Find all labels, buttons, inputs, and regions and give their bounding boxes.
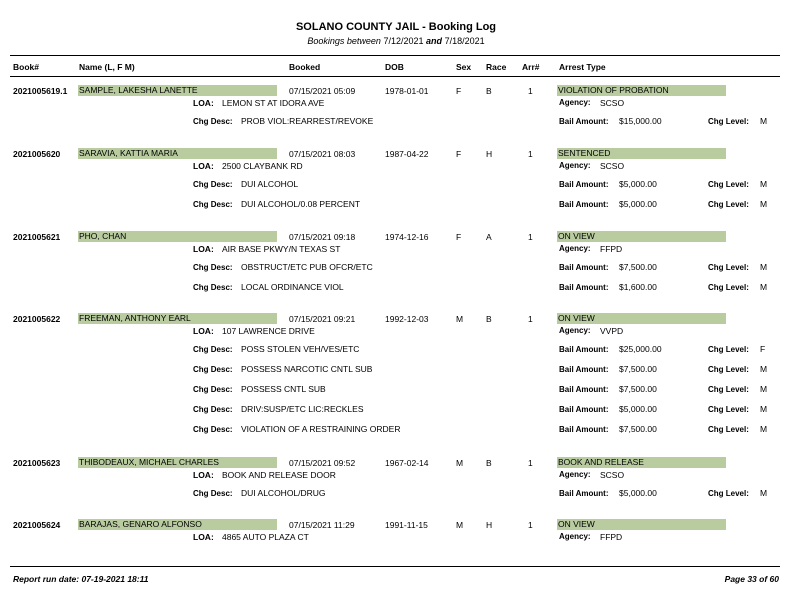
bail-amount-value: $5,000.00 xyxy=(619,199,657,209)
col-arrest-type: Arrest Type xyxy=(559,62,606,72)
chg-desc-label: Chg Desc: xyxy=(193,405,233,414)
chg-level-label: Chg Level: xyxy=(708,405,749,414)
agency-label: Agency: xyxy=(559,161,591,170)
col-book: Book# xyxy=(13,62,39,72)
loa-label: LOA: xyxy=(193,161,214,171)
chg-desc-label: Chg Desc: xyxy=(193,117,233,126)
chg-level-value: M xyxy=(760,404,768,414)
inmate-name: BARAJAS, GENARO ALFONSO xyxy=(78,519,277,530)
col-booked: Booked xyxy=(289,62,321,72)
inmate-name: SAMPLE, LAKESHA LANETTE xyxy=(78,85,277,96)
bail-amount-value: $15,000.00 xyxy=(619,116,662,126)
report-run-date: Report run date: 07-19-2021 18:11 xyxy=(13,574,149,584)
loa-label: LOA: xyxy=(193,98,214,108)
bail-amount-label: Bail Amount: xyxy=(559,385,609,394)
chg-desc-value: POSSESS NARCOTIC CNTL SUB xyxy=(241,364,373,374)
chg-desc-value: OBSTRUCT/ETC PUB OFCR/ETC xyxy=(241,262,373,272)
chg-level-value: M xyxy=(760,262,768,272)
sex-value: M xyxy=(456,314,464,324)
dob-value: 1992-12-03 xyxy=(385,314,429,324)
arrest-type: ON VIEW xyxy=(557,313,726,324)
race-value: A xyxy=(486,232,492,242)
chg-desc-value: DUI ALCOHOL/0.08 PERCENT xyxy=(241,199,361,209)
bail-amount-value: $7,500.00 xyxy=(619,384,657,394)
bail-amount-label: Bail Amount: xyxy=(559,180,609,189)
bail-amount-value: $5,000.00 xyxy=(619,488,657,498)
bail-amount-value: $7,500.00 xyxy=(619,262,657,272)
chg-level-value: M xyxy=(760,384,768,394)
footer-rule xyxy=(10,566,780,567)
loa-label: LOA: xyxy=(193,470,214,480)
chg-desc-label: Chg Desc: xyxy=(193,489,233,498)
chg-level-value: M xyxy=(760,116,768,126)
chg-desc-label: Chg Desc: xyxy=(193,345,233,354)
race-value: H xyxy=(486,520,493,530)
bail-amount-label: Bail Amount: xyxy=(559,365,609,374)
book-number: 2021005624 xyxy=(13,520,61,530)
agency-label: Agency: xyxy=(559,470,591,479)
book-number: 2021005620 xyxy=(13,149,61,159)
dob-value: 1978-01-01 xyxy=(385,86,429,96)
bail-amount-value: $7,500.00 xyxy=(619,364,657,374)
chg-desc-label: Chg Desc: xyxy=(193,263,233,272)
bail-amount-label: Bail Amount: xyxy=(559,200,609,209)
booked-datetime: 07/15/2021 05:09 xyxy=(289,86,356,96)
chg-level-label: Chg Level: xyxy=(708,489,749,498)
bail-amount-label: Bail Amount: xyxy=(559,283,609,292)
arrest-number: 1 xyxy=(528,458,533,468)
booked-datetime: 07/15/2021 09:18 xyxy=(289,232,356,242)
agency-label: Agency: xyxy=(559,532,591,541)
report-subtitle xyxy=(0,36,792,46)
race-value: B xyxy=(486,86,492,96)
book-number: 2021005621 xyxy=(13,232,61,242)
arrest-type: ON VIEW xyxy=(557,231,726,242)
race-value: B xyxy=(486,314,492,324)
arrest-number: 1 xyxy=(528,149,533,159)
inmate-name: THIBODEAUX, MICHAEL CHARLES xyxy=(78,457,277,468)
chg-desc-value: DUI ALCOHOL xyxy=(241,179,299,189)
agency-value: FFPD xyxy=(600,532,623,542)
arrest-type: ON VIEW xyxy=(557,519,726,530)
chg-level-label: Chg Level: xyxy=(708,263,749,272)
bail-amount-value: $5,000.00 xyxy=(619,404,657,414)
inmate-name: SARAVIA, KATTIA MARIA xyxy=(78,148,277,159)
booked-datetime: 07/15/2021 11:29 xyxy=(289,520,355,530)
chg-desc-value: VIOLATION OF A RESTRAINING ORDER xyxy=(241,424,401,434)
chg-desc-value: DRIV:SUSP/ETC LIC:RECKLES xyxy=(241,404,364,414)
report-title: SOLANO COUNTY JAIL - Booking Log xyxy=(295,21,497,33)
chg-desc-label: Chg Desc: xyxy=(193,385,233,394)
arrest-type: VIOLATION OF PROBATION xyxy=(557,85,726,96)
header-rule-bottom xyxy=(10,76,780,77)
chg-desc-label: Chg Desc: xyxy=(193,365,233,374)
chg-level-value: M xyxy=(760,424,768,434)
loa-label: LOA: xyxy=(193,532,214,542)
bail-amount-value: $25,000.00 xyxy=(619,344,662,354)
inmate-name: FREEMAN, ANTHONY EARL xyxy=(78,313,277,324)
chg-level-value: F xyxy=(760,344,766,354)
bail-amount-label: Bail Amount: xyxy=(559,117,609,126)
chg-level-label: Chg Level: xyxy=(708,283,749,292)
race-value: B xyxy=(486,458,492,468)
chg-desc-value: LOCAL ORDINANCE VIOL xyxy=(241,282,344,292)
loa-value: 2500 CLAYBANK RD xyxy=(222,161,303,171)
chg-desc-value: PROB VIOL:REARREST/REVOKE xyxy=(241,116,374,126)
arrest-number: 1 xyxy=(528,520,533,530)
loa-value: AIR BASE PKWY/N TEXAS ST xyxy=(222,244,341,254)
arrest-type: SENTENCED xyxy=(557,148,726,159)
agency-label: Agency: xyxy=(559,326,591,335)
agency-value: SCSO xyxy=(600,98,625,108)
loa-value: 107 LAWRENCE DRIVE xyxy=(222,326,315,336)
book-number: 2021005619.1 xyxy=(13,86,68,96)
chg-level-value: M xyxy=(760,364,768,374)
book-number: 2021005623 xyxy=(13,458,61,468)
chg-level-value: M xyxy=(760,282,768,292)
sex-value: F xyxy=(456,232,462,242)
col-race: Race xyxy=(486,62,507,72)
loa-value: LEMON ST AT IDORA AVE xyxy=(222,98,325,108)
loa-label: LOA: xyxy=(193,326,214,336)
chg-level-label: Chg Level: xyxy=(708,180,749,189)
date-to: 7/18/2021 xyxy=(444,36,485,46)
chg-desc-label: Chg Desc: xyxy=(193,200,233,209)
bail-amount-label: Bail Amount: xyxy=(559,425,609,434)
col-sex: Sex xyxy=(456,62,472,72)
col-dob: DOB xyxy=(385,62,404,72)
arrest-number: 1 xyxy=(528,86,533,96)
chg-level-value: M xyxy=(760,199,768,209)
arrest-type: BOOK AND RELEASE xyxy=(557,457,726,468)
chg-desc-label: Chg Desc: xyxy=(193,425,233,434)
bail-amount-label: Bail Amount: xyxy=(559,345,609,354)
chg-desc-label: Chg Desc: xyxy=(193,180,233,189)
arrest-number: 1 xyxy=(528,232,533,242)
bail-amount-label: Bail Amount: xyxy=(559,489,609,498)
chg-level-value: M xyxy=(760,179,768,189)
bail-amount-label: Bail Amount: xyxy=(559,263,609,272)
loa-label: LOA: xyxy=(193,244,214,254)
agency-value: SCSO xyxy=(600,161,625,171)
agency-label: Agency: xyxy=(559,98,591,107)
header-rule-top xyxy=(10,55,780,56)
book-number: 2021005622 xyxy=(13,314,61,324)
booked-datetime: 07/15/2021 08:03 xyxy=(289,149,356,159)
dob-value: 1991-11-15 xyxy=(385,520,428,530)
page-number: Page 33 of 60 xyxy=(724,574,779,584)
subtitle-and: and xyxy=(426,36,443,46)
agency-label: Agency: xyxy=(559,244,591,253)
race-value: H xyxy=(486,149,493,159)
chg-desc-label: Chg Desc: xyxy=(193,283,233,292)
agency-value: SCSO xyxy=(600,470,625,480)
loa-value: BOOK AND RELEASE DOOR xyxy=(222,470,336,480)
sex-value: F xyxy=(456,149,462,159)
bail-amount-value: $1,600.00 xyxy=(619,282,657,292)
chg-desc-value: POSS STOLEN VEH/VES/ETC xyxy=(241,344,360,354)
chg-level-label: Chg Level: xyxy=(708,117,749,126)
date-from: 7/12/2021 xyxy=(383,36,424,46)
chg-level-label: Chg Level: xyxy=(708,425,749,434)
agency-value: FFPD xyxy=(600,244,623,254)
booked-datetime: 07/15/2021 09:52 xyxy=(289,458,356,468)
booked-datetime: 07/15/2021 09:21 xyxy=(289,314,356,324)
dob-value: 1987-04-22 xyxy=(385,149,429,159)
agency-value: VVPD xyxy=(600,326,624,336)
chg-desc-value: POSSESS CNTL SUB xyxy=(241,384,326,394)
col-arr: Arr# xyxy=(522,62,540,72)
col-name: Name (L, F M) xyxy=(79,62,135,72)
bail-amount-label: Bail Amount: xyxy=(559,405,609,414)
sex-value: M xyxy=(456,520,464,530)
chg-level-label: Chg Level: xyxy=(708,345,749,354)
chg-level-label: Chg Level: xyxy=(708,200,749,209)
loa-value: 4865 AUTO PLAZA CT xyxy=(222,532,309,542)
chg-desc-value: DUI ALCOHOL/DRUG xyxy=(241,488,326,498)
dob-value: 1974-12-16 xyxy=(385,232,429,242)
arrest-number: 1 xyxy=(528,314,533,324)
inmate-name: PHO, CHAN xyxy=(78,231,277,242)
bail-amount-value: $5,000.00 xyxy=(619,179,657,189)
chg-level-label: Chg Level: xyxy=(708,385,749,394)
dob-value: 1967-02-14 xyxy=(385,458,429,468)
subtitle-prefix: Bookings between xyxy=(307,36,381,46)
bail-amount-value: $7,500.00 xyxy=(619,424,657,434)
sex-value: M xyxy=(456,458,464,468)
chg-level-value: M xyxy=(760,488,768,498)
sex-value: F xyxy=(456,86,462,96)
chg-level-label: Chg Level: xyxy=(708,365,749,374)
